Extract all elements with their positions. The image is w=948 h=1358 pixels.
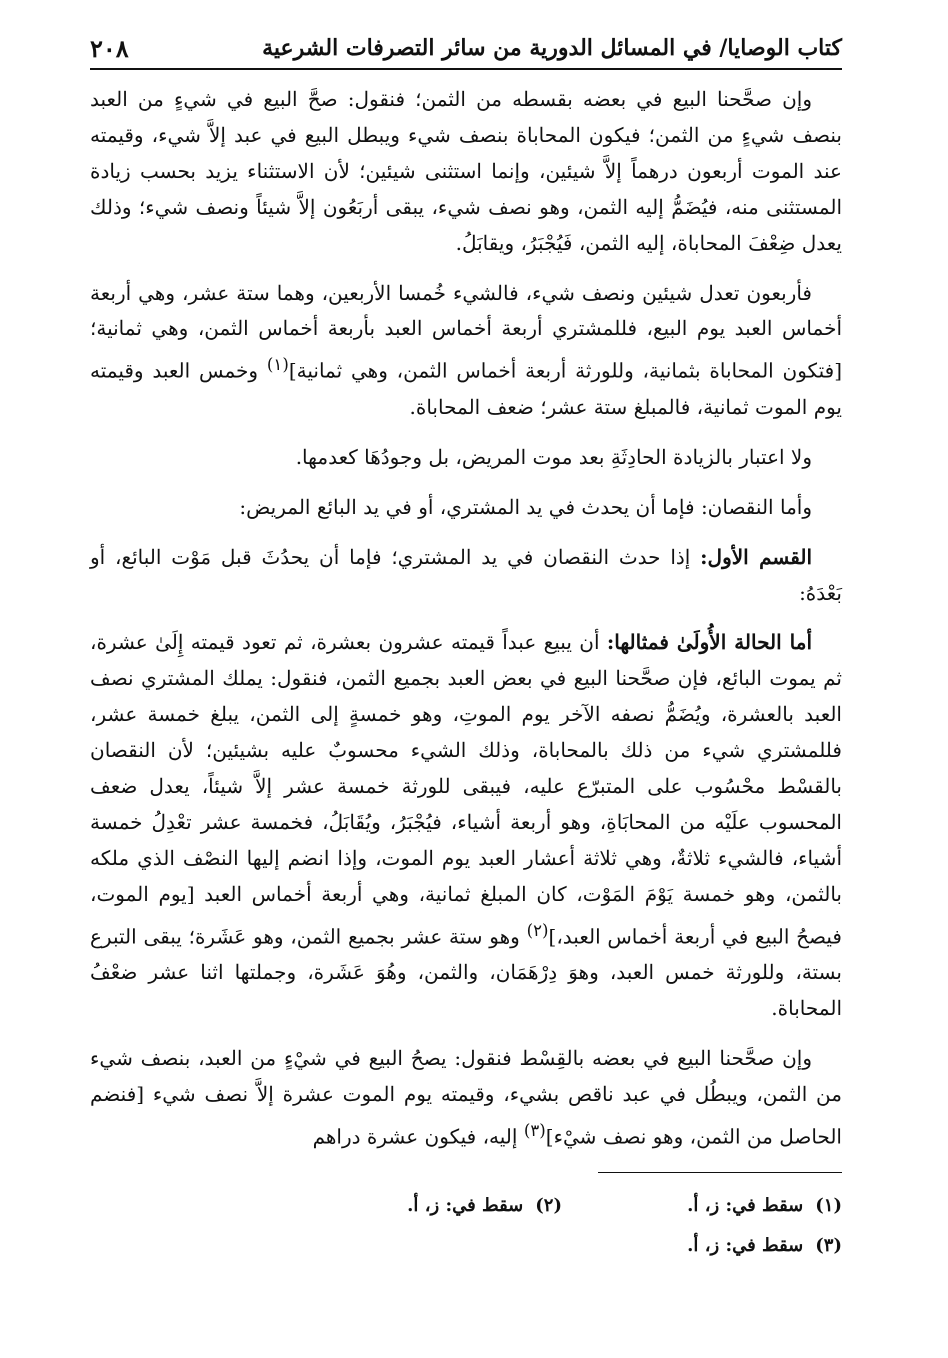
- footnote: [282, 1186, 562, 1226]
- paragraph-text: وإن صحَّحنا البيع في بعضه بقسطه من الثمن؛ فنقول: صحَّ البيع في شيءٍ من العبد بنصف شيءٍ من الثمن؛ فيكون المحاباة بنصف شيء ويبطل البيع في عبد إلاَّ شيء، وقيمته عند الموت أربعون درهماً إلاَّ شيئين، وإنما استثنى شيئين؛ لأن الاستثناء يزيد بحسب زيادة المستثنى منه، فيُضَمُّ إليه الثمن، وهو نصف شيء، يبقى أربَعُون إلاَّ شيئاً ونصف شيء؛ وذلك يعدل ضِعْفَ المحاباة، إليه الثمن، فَيُجْبَرُ، ويقابَلُ.: [90, 87, 842, 255]
- footnote: [562, 1186, 842, 1226]
- paragraph-text: فأربعون تعدل شيئين ونصف شيء، فالشيء خُمسا الأربعين، وهما ستة عشر، وهي أربعة أخماس العبد يوم البيع، فللمشتري أربعة أخماس العبد بأربعة أخماس الثمن، وهي ثمانية؛ [فتكون المحاباة بثمانية، وللورثة أربعة أخماس الثمن، وهي ثمانية]: [90, 280, 842, 383]
- paragraph: [90, 276, 842, 426]
- paragraph-text: وإن صحَّحنا البيع في بعضه بالقِسْط فنقول: يصحُ البيع في شيْءٍ من العبد، بنصف شيء من الثمن، ويبطُل في عبد ناقص بشيء، وقيمته يوم الموت عشرة إلاَّ نصف شيء [فنضم الحاصل من الثمن، وهو نصف شيْء]: [90, 1046, 842, 1149]
- page-number: ٢٠٨: [90, 33, 129, 63]
- footnote-number: (٢): [535, 1195, 562, 1216]
- footnote-ref: (٢): [526, 920, 549, 940]
- paragraph: [90, 490, 842, 526]
- paragraph-text: ولا اعتبار بالزيادة الحادِثَةِ بعد موت المريض، بل وجودُهَا كعدمها.: [295, 444, 812, 469]
- section-heading: القسم الأول:: [700, 544, 813, 569]
- footnotes: [280, 1186, 842, 1266]
- paragraph-text: وهو ستة عشر بجميع الثمن، وهو عَشَرة؛ يبقى التبرع بستة، وللورثة خمس العبد، وهوَ دِرْهَمَان، والثمن، وهُوَ عَشَرة، وجملتها اثنا عشر ضعْفُ المحاباة.: [90, 924, 842, 1021]
- footnote: [562, 1226, 842, 1266]
- footnote-row: [280, 1226, 842, 1266]
- paragraph: [90, 625, 842, 1027]
- footnote-number: (١): [815, 1195, 842, 1216]
- footnote-text: سقط في: ز، أ.: [687, 1195, 804, 1216]
- footnote-row: [280, 1186, 842, 1226]
- section-heading: أما الحالة الأُولَىٰ فمثالها:: [606, 630, 812, 655]
- running-title: كتاب الوصايا/ في المسائل الدورية من سائر التصرفات الشرعية: [262, 35, 842, 61]
- footnote-separator: [598, 1172, 842, 1173]
- footnote-ref: (٣): [523, 1120, 546, 1140]
- paragraph-text: إذا حدث النقصان في يد المشتري؛ فإما أن يحدُثَ قبل مَوْت البائع، أو بَعْدَهُ:: [90, 544, 842, 605]
- paragraph-text: إليه، فيكون عشرة دراهم: [312, 1124, 524, 1149]
- paragraph: [90, 1041, 842, 1155]
- paragraph: [90, 82, 842, 262]
- footnote-ref: (١): [266, 355, 289, 375]
- footnote-number: (٣): [815, 1235, 842, 1256]
- paragraph-text: وخمس العبد وقيمته يوم الموت ثمانية، فالمبلغ ستة عشر؛ ضعف المحاباة.: [90, 359, 842, 419]
- footnote-text: سقط في: ز، أ.: [687, 1235, 804, 1256]
- paragraph: [90, 440, 842, 476]
- paragraph: [90, 540, 842, 612]
- paragraph-text: أن يبيع عبداً قيمته عشرون بعشرة، ثم تعود قيمته إِلَىٰ عشرة، ثم يموت البائع، فإن صحَّحنا البيع في بعض العبد بجميع الثمن، فنقول: يملك المشتري نصف العبد بالعشرة، ويُضَمُّ نصفه الآخر يوم الموتِ، وهو خمسةٍ إلى الثمن، يبلغ خمسة عشر، فللمشتري شيء من ذلك بالمحاباة، وذلك الشيء محسوبٌ عليه بشيئين؛ لأن النقصان بالقسْط محْسُوب على المتبرّع عليه، فيبقى للورثة خمسة عشر إلاَّ شيئاً، يعدل ضعف المحسوب علَيْه من المحابَاةِ، وهو أربعة أشياء، فيُجْبَرُ، ويُقَابَلُ، فخمسة عشر تعْدِلُ خمسة أشياء، فالشيء ثلاثةٌ، وهي ثلاثة أعشار العبد يوم الموت، وإذا انضم إليها النصْف الذي ملكه بالثمن، وهو خمسة يَوْمَ المَوْت، كان المبلغ ثمانية، وهي أربعة أخماس العبد [يوم الموت، فيصحُ البيع في أربعة أخماس العبد،]: [90, 630, 842, 949]
- page-header: [90, 28, 842, 70]
- paragraph-text: وأما النقصان: فإما أن يحدث في يد المشتري، أو في يد البائع المريض:: [239, 494, 812, 519]
- main-text: [90, 82, 842, 1169]
- footnote-text: سقط في: ز، أ.: [407, 1195, 524, 1216]
